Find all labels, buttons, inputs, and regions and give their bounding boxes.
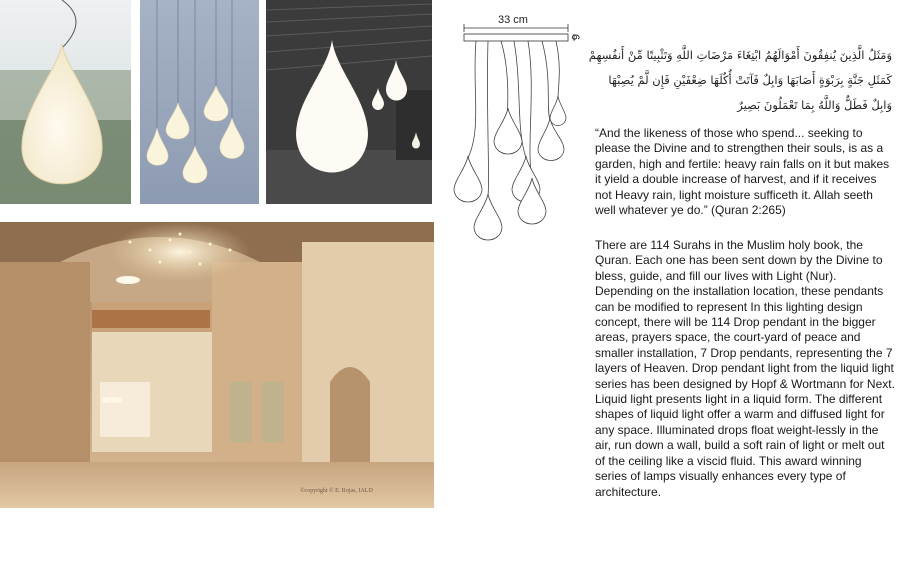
rendering-copyright: ©copyright © E. Rojas, IALD <box>300 488 373 494</box>
quran-verse-arabic: وَمَثَلُ الَّذِينَ يُنفِقُونَ أَمْوَالَهُمُ ابْتِغَاءَ مَرْضَاتِ اللَّهِ وَتَثْبِيتًا مِّنْ أَنفُسِهِمْ كَمَثَلِ جَنَّةٍ بِرَبْوَةٍ أَصَابَهَا وَابِلٌ فَآتَتْ أُكُلَهَا ضِعْفَيْنِ فَإِن لَّمْ يُصِبْهَا وَابِلٌ فَطَلٌّ وَاللَّهُ بِمَا تَعْمَلُونَ بَصِيرٌ <box>588 48 892 112</box>
photo-single-drop-pendant <box>0 0 131 204</box>
mosque-interior-rendering <box>0 222 434 508</box>
photo-pendant-cluster <box>140 0 259 204</box>
pendant-dimension-diagram <box>446 8 582 278</box>
quran-verse-translation: “And the likeness of those who spend... seeking to please the Divine and to strengthen their souls, is as a garden, high and fertile: heavy rain falls on it but makes it yield a double increase of harvest, and if it receives not Heavy rain, light moisture sufficeth it. Allah seeth well whatever ye do.” (Quran 2:265) <box>595 126 890 218</box>
diagram-width-label: 33 cm <box>498 14 528 26</box>
lighting-concept-description: There are 114 Surahs in the Muslim holy book, the Quran. Each one has been sent down by the Divine to bless, guide, and fill our lives with Light (Nur). Depending on the installation location, these pendants can be modified to represent In this lighting design concept, there will be 114 Drop pendant in the bigger areas, prayers space, the court-yard of peace and smaller installation, 7 Drop pendants, representing the 7 layers of Heaven. Drop pendant light from the liquid light series has been designed by Hopf & Wortmann for Next. Liquid light presents light in a liquid form. The different shapes of liquid light offer a warm and diffused light for any space. Illuminated drops float weight-lessly in the air, run down a wall, build a soft rain of light or melt out of the ceiling like a viscid fluid. This award winning series of lamps visually enhances every type of architecture. <box>595 238 895 499</box>
diagram-height-label: 6 <box>569 34 581 41</box>
photo-pendants-dark-room <box>266 0 432 204</box>
